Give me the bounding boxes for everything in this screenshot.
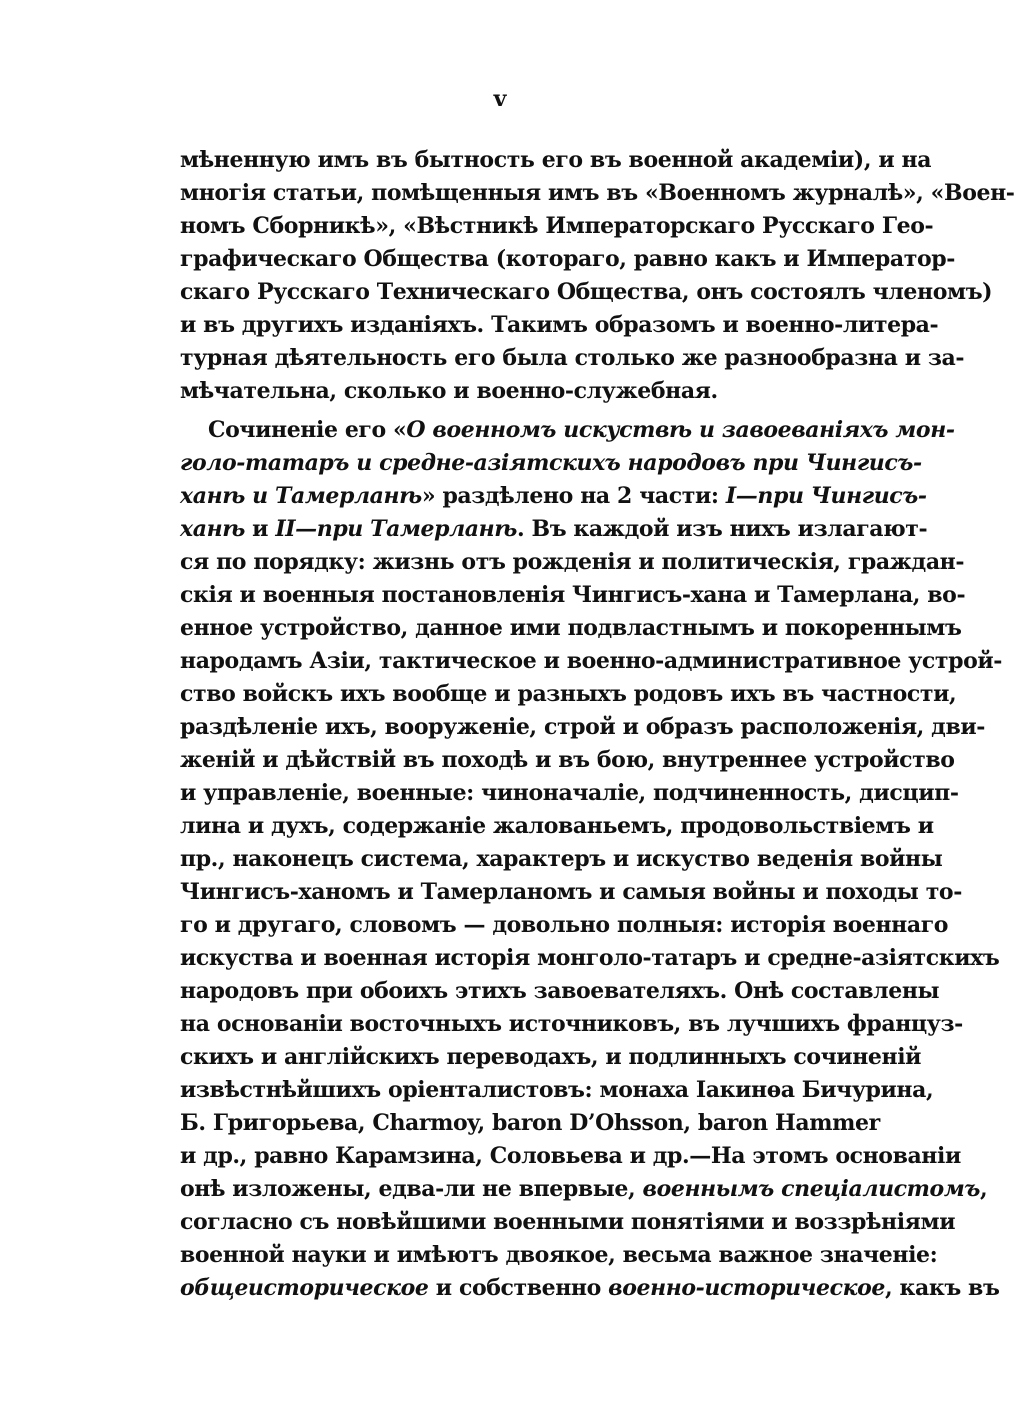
text-line: графическаго Общества (котораго, равно какъ и Император- — [180, 246, 955, 272]
text-run: и — [244, 516, 276, 542]
text-line: скихъ и англійскихъ переводахъ, и подлинныхъ сочиненій — [180, 1044, 922, 1070]
text-line — [180, 513, 928, 546]
page-text — [180, 144, 1015, 1305]
text-run: , какъ въ — [884, 1275, 1000, 1301]
text-line: скаго Русскаго Техническаго Общества, онъ состоялъ членомъ) — [180, 279, 993, 305]
text-line: согласно съ новѣйшими военными понятіями и воззрѣніями — [180, 1209, 956, 1235]
text-line: скія и военныя постановленія Чингисъ-хана и Тамерлана, во- — [180, 582, 966, 608]
paragraph-2 — [180, 414, 1003, 1305]
text-run: Сочиненіе его « — [208, 417, 407, 443]
text-line: многія статьи, помѣщенныя имъ въ «Военномъ журналѣ», «Воен- — [180, 180, 1015, 206]
part-one-italic: I—при Чингисъ- — [725, 483, 927, 509]
text-line: го и другаго, словомъ — довольно полныя: исторія военнаго — [180, 912, 949, 938]
text-line — [180, 447, 922, 480]
text-line — [180, 480, 927, 513]
book-title-italic: ханѣ и Тамерланѣ — [180, 483, 422, 509]
text-line: пр., наконецъ система, характеръ и искуство веденія войны — [180, 846, 943, 872]
military-historical-italic: военно-историческое — [608, 1275, 885, 1301]
text-line: турная дѣятельность его была столько же разнообразна и за- — [180, 345, 965, 371]
text-run: . Въ каждой изъ нихъ излагают- — [516, 516, 928, 542]
text-line — [180, 1173, 988, 1206]
page-number: v — [493, 86, 507, 112]
military-specialist-italic: военнымъ спеціалистомъ — [642, 1176, 980, 1202]
text-run: и собственно — [428, 1275, 609, 1301]
text-line: на основаніи восточныхъ источниковъ, въ лучшихъ француз- — [180, 1011, 963, 1037]
text-line: и др., равно Карамзина, Соловьева и др.—На этомъ основаніи — [180, 1143, 961, 1169]
text-run: , — [979, 1176, 988, 1202]
text-line: мѣчательна, сколько и военно-служебная. — [180, 378, 718, 404]
text-line: мѣненную имъ въ бытность его въ военной академіи), и на — [180, 147, 932, 173]
text-line — [180, 414, 955, 447]
text-line: и въ другихъ изданіяхъ. Такимъ образомъ и военно-литера- — [180, 312, 939, 338]
text-line: народамъ Азіи, тактическое и военно-административное устрой- — [180, 648, 1003, 674]
text-run: онѣ изложены, едва-ли не впервые, — [180, 1176, 643, 1202]
general-historical-italic: общеисторическое — [180, 1275, 429, 1301]
paragraph-1 — [180, 144, 1015, 408]
text-line: номъ Сборникѣ», «Вѣстникѣ Императорскаго Русскаго Гео- — [180, 213, 934, 239]
text-line: искуства и военная исторія монголо-татаръ и средне-азіятскихъ — [180, 945, 1000, 971]
text-run: » раздѣлено на 2 части: — [421, 483, 726, 509]
text-line: раздѣленіе ихъ, вооруженіе, строй и образъ расположенія, дви- — [180, 714, 985, 740]
text-line: Чингисъ-ханомъ и Тамерланомъ и самыя войны и походы то- — [180, 879, 962, 905]
text-line — [180, 1272, 1000, 1305]
text-line: и управленіе, военные: чиноначаліе, подчиненность, дисцип- — [180, 780, 959, 806]
text-line: Б. Григорьева, Charmoy, baron D’Ohsson, baron Hammer — [180, 1110, 880, 1136]
text-line: ство войскъ ихъ вообще и разныхъ родовъ ихъ въ частности, — [180, 681, 957, 707]
text-line: военной науки и имѣютъ двоякое, весьма важное значеніе: — [180, 1242, 938, 1268]
book-title-italic: О военномъ искуствѣ и завоеваніяхъ мон- — [406, 417, 955, 443]
text-line: извѣстнѣйшихъ оріенталистовъ: монаха Іакинѳа Бичурина, — [180, 1077, 934, 1103]
text-line: народовъ при обоихъ этихъ завоевателяхъ. Онѣ составлены — [180, 978, 940, 1004]
text-line: лина и духъ, содержаніе жалованьемъ, продовольствіемъ и — [180, 813, 934, 839]
text-line: ся по порядку: жизнь отъ рожденія и политическія, граждан- — [180, 549, 965, 575]
text-line: женій и дѣйствій въ походѣ и въ бою, внутреннее устройство — [180, 747, 955, 773]
part-one-italic: ханѣ — [180, 516, 245, 542]
part-two-italic: II—при Тамерланѣ — [275, 516, 517, 542]
text-line: енное устройство, данное ими подвластнымъ и покореннымъ — [180, 615, 962, 641]
book-title-italic: голо-татаръ и средне-азіятскихъ народовъ при Чингисъ- — [180, 450, 922, 476]
